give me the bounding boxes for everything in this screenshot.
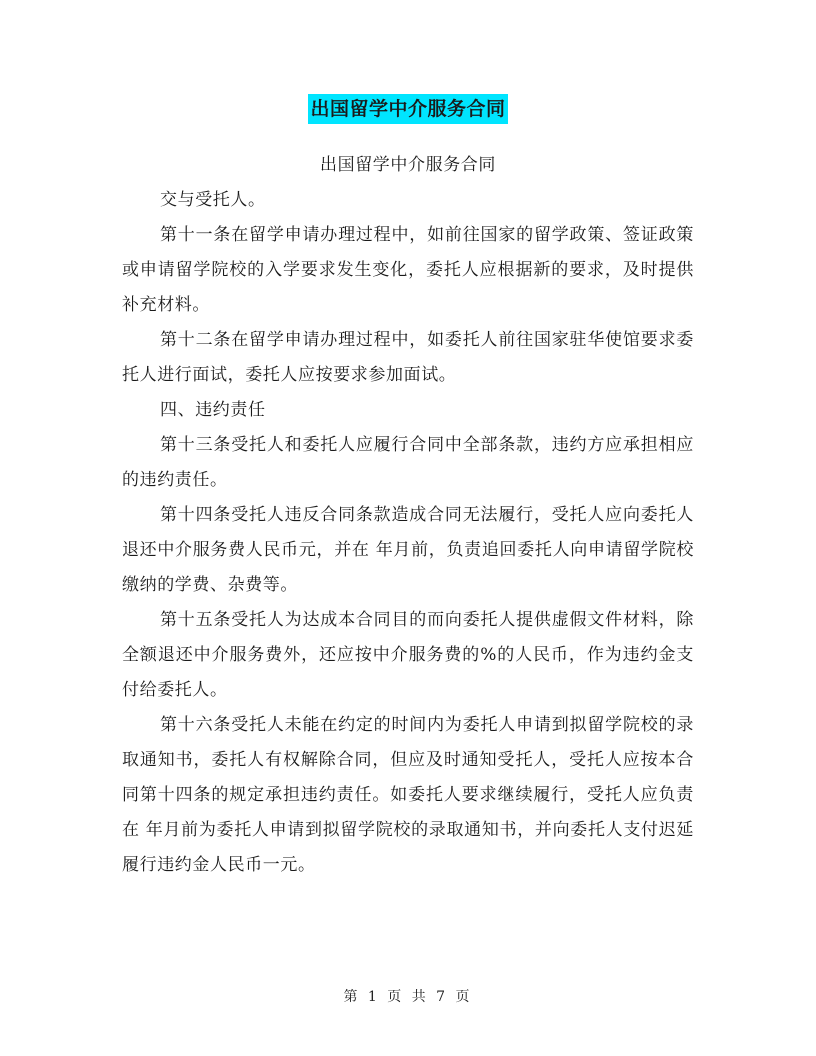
document-subtitle: 出国留学中介服务合同	[320, 155, 496, 175]
paragraph: 第十四条受托人违反合同条款造成合同无法履行，受托人应向委托人退还中介服务费人民币元，并在 年月前，负责追回委托人向申请留学院校缴纳的学费、杂费等。	[122, 505, 694, 595]
paragraph: 第十一条在留学申请办理过程中，如前往国家的留学政策、签证政策或申请留学院校的入学要求发生变化，委托人应根据新的要求，及时提供补充材料。	[122, 225, 694, 315]
section-heading: 四、违约责任	[160, 400, 266, 420]
document-title-text: 出国留学中介服务合同	[308, 94, 507, 124]
paragraph: 第十二条在留学申请办理过程中，如委托人前往国家驻华使馆要求委托人进行面试，委托人应按要求参加面试。	[122, 330, 694, 385]
paragraph: 第十三条受托人和委托人应履行合同中全部条款，违约方应承担相应的违约责任。	[122, 435, 694, 490]
document-title	[0, 94, 816, 124]
paragraph: 第十六条受托人未能在约定的时间内为委托人申请到拟留学院校的录取通知书，委托人有权解除合同，但应及时通知受托人，受托人应按本合同第十四条的规定承担违约责任。如委托人要求继续履行，受托人应负责在 年月前为委托人申请到拟留学院校的录取通知书，并向委托人支付迟延履行违约金人民币一元。	[122, 715, 694, 875]
paragraph: 交与受托人。	[160, 190, 266, 210]
document-body	[122, 148, 694, 883]
paragraph: 第十五条受托人为达成本合同目的而向委托人提供虚假文件材料，除全额退还中介服务费外，还应按中介服务费的%的人民币，作为违约金支付给委托人。	[122, 610, 694, 700]
page-number-footer: 第 1 页 共 7 页	[343, 989, 473, 1005]
